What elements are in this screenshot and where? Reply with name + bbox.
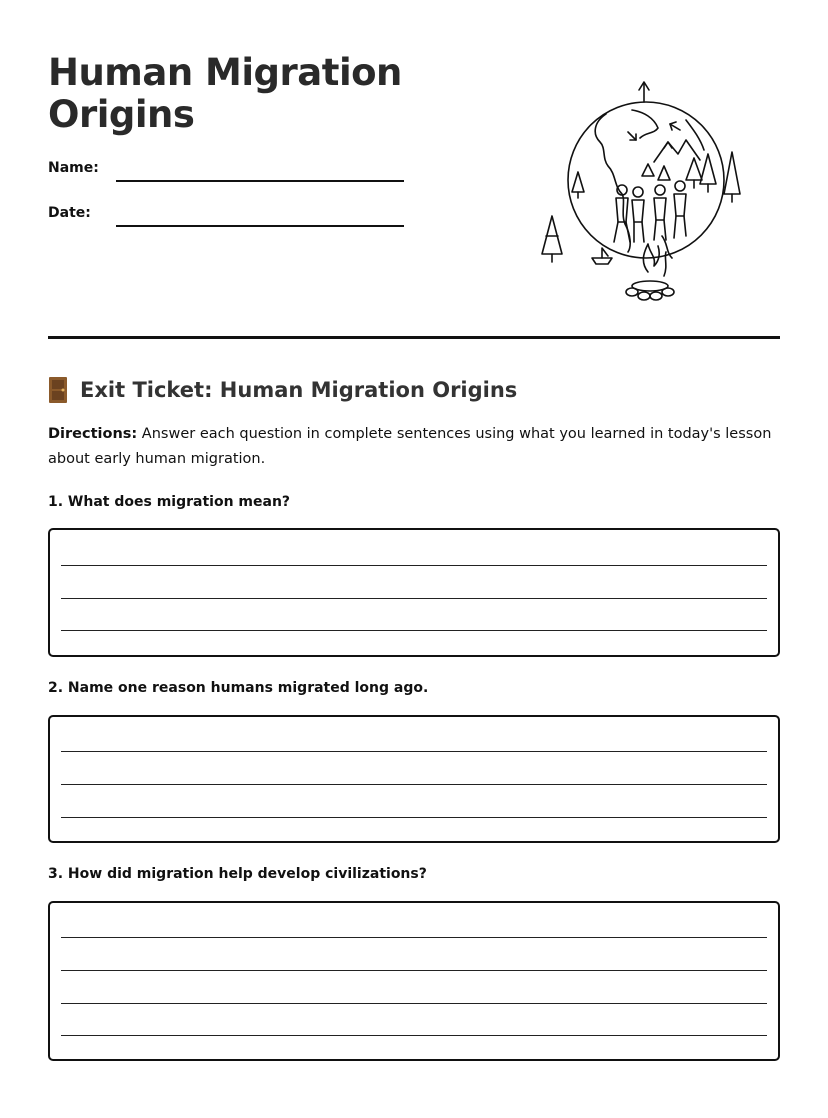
exit-ticket-title: Exit Ticket: Human Migration Origins (80, 378, 518, 402)
exit-ticket-heading (48, 374, 517, 406)
section-divider (48, 336, 780, 339)
writing-line (61, 630, 767, 631)
directions-label: Directions: (48, 426, 138, 442)
writing-line (61, 565, 767, 566)
answer-box-2[interactable] (48, 715, 780, 843)
writing-line (61, 970, 767, 971)
directions-text: Answer each question in complete sentences using what you learned in today's lesson about early human migration. (48, 426, 772, 467)
directions (48, 422, 780, 472)
name-field[interactable] (48, 160, 408, 186)
door-icon (48, 376, 68, 404)
question-2: 2. Name one reason humans migrated long ago. (48, 680, 429, 696)
question-1: 1. What does migration mean? (48, 494, 291, 510)
answer-box-3[interactable] (48, 901, 780, 1061)
writing-line (61, 1035, 767, 1036)
writing-line (61, 1003, 767, 1004)
page-title: Human Migration Origins (48, 51, 402, 136)
writing-line (61, 784, 767, 785)
writing-line (61, 751, 767, 752)
date-label: Date: (48, 205, 91, 221)
date-field[interactable] (48, 205, 408, 231)
question-3: 3. How did migration help develop civilizations? (48, 866, 427, 882)
writing-line (61, 598, 767, 599)
writing-line (61, 817, 767, 818)
globe-migration-illustration (536, 76, 746, 308)
name-input-line[interactable] (116, 180, 404, 182)
writing-line (61, 937, 767, 938)
answer-box-1[interactable] (48, 528, 780, 657)
name-label: Name: (48, 160, 99, 176)
date-input-line[interactable] (116, 225, 404, 227)
